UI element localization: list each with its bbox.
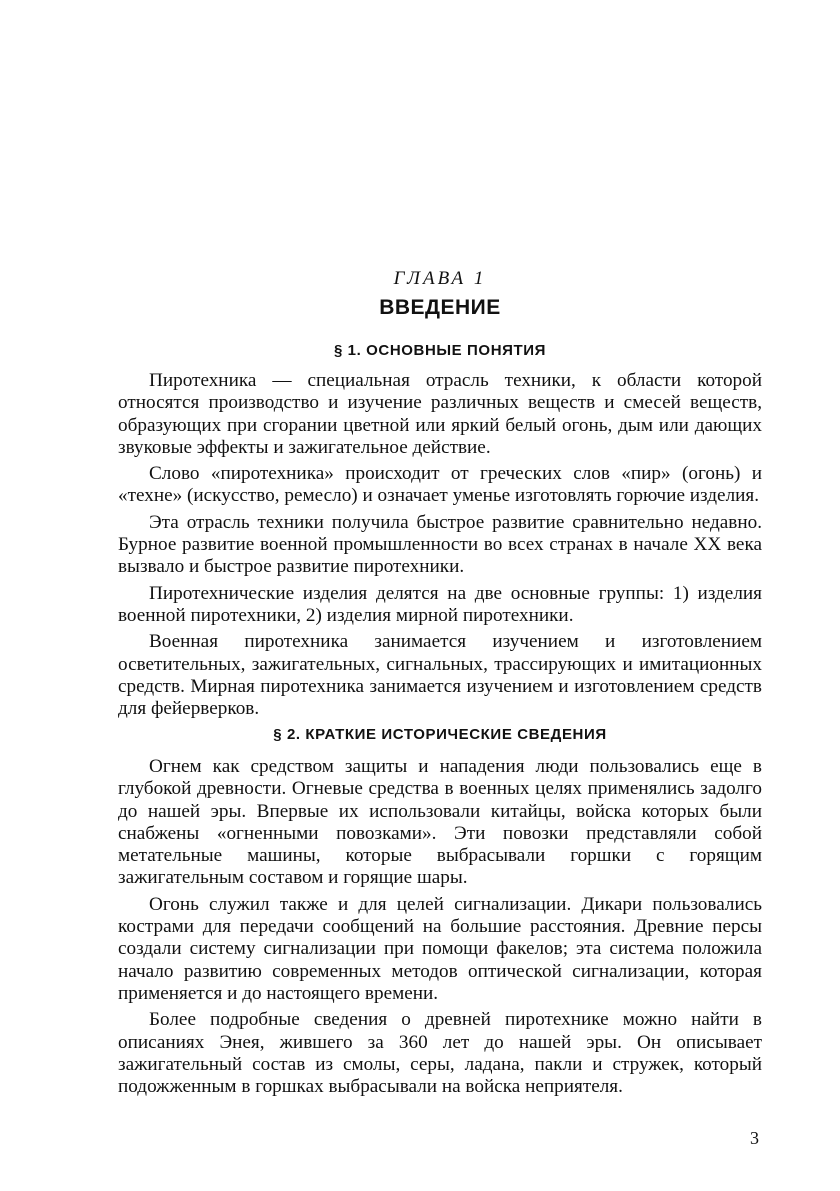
section-2-body xyxy=(118,756,762,1102)
paragraph: Огонь служил также и для целей сигнализации. Дикари пользовались кострами для передачи сообщений на большие расстояния. Древние персы создали систему сигнализации при помощи факелов; эта система положила начало развитию современных методов оптической сигнализации, которая применяется и до настоящего времени. xyxy=(118,893,762,1004)
paragraph: Пиротехника — специальная отрасль техники, к области которой относятся производство и изучение различных веществ и смесей веществ, образующих при сгорании цветной или яркий белый огонь, дым или дающих звуковые эффекты и зажигательное действие. xyxy=(118,370,762,458)
paragraph: Военная пиротехника занимается изучением и изготовлением осветительных, зажигательных, сигнальных, трассирующих и имитационных средств. Мирная пиротехника занимается изучением и изготовлением средств для фейерверков. xyxy=(118,631,762,720)
chapter-label: ГЛАВА 1 xyxy=(393,268,487,289)
paragraph: Более подробные сведения о древней пиротехнике можно найти в описаниях Энея, жившего за 360 лет до нашей эры. Он описывает зажигательный состав из смолы, серы, ладана, пакли и стружек, который подожженным в горшках выбрасывали на войска неприятеля. xyxy=(118,1009,762,1098)
page-number: 3 xyxy=(750,1128,759,1148)
paragraph: Слово «пиротехника» происходит от греческих слов «пир» (огонь) и «техне» (искусство, ремесло) и означает уменье изготовлять горючие изделия. xyxy=(118,463,762,507)
section-1-title: § 1. ОСНОВНЫЕ ПОНЯТИЯ xyxy=(333,342,547,359)
paragraph: Пиротехнические изделия делятся на две основные группы: 1) изделия военной пиротехники, 2) изделия мирной пиротехники. xyxy=(118,582,762,626)
section-2-title: § 2. КРАТКИЕ ИСТОРИЧЕСКИЕ СВЕДЕНИЯ xyxy=(273,726,607,743)
chapter-title: ВВЕДЕНИЕ xyxy=(379,296,501,319)
paragraph: Огнем как средством защиты и нападения люди пользовались еще в глубокой древности. Огневые средства в военных целях применялись задолго до нашей эры. Впервые их использовали китайцы, войска которых были снабжены «огненными повозками». Эти повозки представляли собой метательные машины, которые выбрасывали горшки с горящим зажигательным составом и горящие шары. xyxy=(118,756,762,889)
paragraph: Эта отрасль техники получила быстрое развитие сравнительно недавно. Бурное развитие военной промышленности во всех странах в начале XX века вызвало и быстрое развитие пиротехники. xyxy=(118,511,762,578)
section-1-body xyxy=(118,370,762,724)
